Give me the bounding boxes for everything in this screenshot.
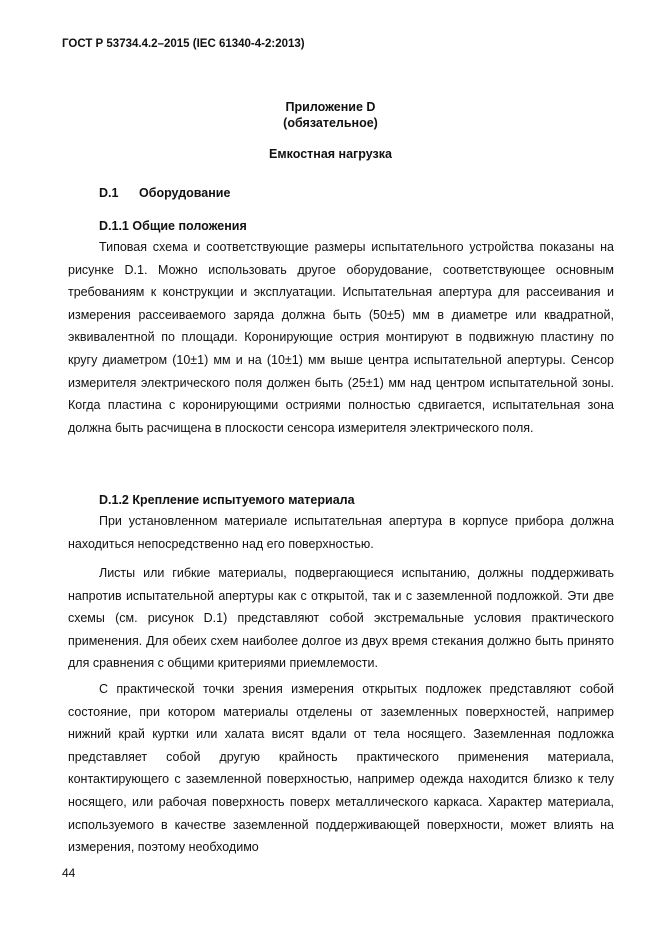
page-number: 44	[62, 866, 76, 880]
paragraph: С практической точки зрения измерения открытых подложек представляют собой состояние, при котором материалы отделены от заземленных поверхностей, например нижний край куртки или халата висят вдали от тела носящего. Заземленная подложка представляет собой другую крайность практического применения материала, контактирующего с заземленной поверхностью, например одежда находится близко к телу носящего, или рабочая поверхность поверх металлического каркаса. Характер материала, используемого в качестве заземленной поддерживающей поверхности, может влиять на измерения, поэтому необходимо	[68, 682, 614, 855]
section-d1-heading	[99, 186, 230, 200]
standard-header: ГОСТ Р 53734.4.2–2015 (IEC 61340-4-2:2013)	[62, 38, 305, 50]
section-title: Оборудование	[139, 186, 231, 200]
appendix-title: Приложение D	[285, 100, 376, 114]
section-number: D.1.2	[99, 493, 129, 507]
paragraph: При установленном материале испытательная апертура в корпусе прибора должна находиться непосредственно над его поверхностью.	[68, 514, 614, 551]
appendix-status: (обязательное)	[283, 116, 378, 130]
section-number: D.1	[99, 186, 119, 200]
section-number: D.1.1	[99, 219, 129, 233]
appendix-name: Емкостная нагрузка	[269, 147, 392, 161]
paragraph: Листы или гибкие материалы, подвергающиеся испытанию, должны поддерживать напротив испытательной апертуры как с открытой, так и с заземленной подложкой. Эти две схемы (см. рисунок D.1) представляют собой экстремальные условия практического применения. Для обеих схем наиболее долгое из двух время стекания должно быть принято для сравнения с общими критериями приемлемости.	[68, 566, 614, 671]
section-title: Общие положения	[132, 219, 247, 233]
paragraph: Типовая схема и соответствующие размеры испытательного устройства показаны на рисунке D.1. Можно использовать другое оборудование, соответствующее основным требованиям к конструкции и эксплуатации. Испытательная апертура для рассеивания и измерения рассеиваемого заряда должна быть (50±5) мм в диаметре или квадратной, эквивалентной по площади. Коронирующие острия монтируют в подвижную пластину по кругу диаметром (10±1) мм и на (10±1) мм выше центра испытательной апертуры. Сенсор измерителя электрического поля должен быть (25±1) мм над центром испытательной зоны. Когда пластина с коронирующими остриями полностью сдвигается, испытательная зона должна быть расчищена в плоскости сенсора измерителя электрического поля.	[68, 240, 614, 435]
section-title: Крепление испытуемого материала	[132, 493, 355, 507]
section-d11-heading	[99, 219, 247, 233]
section-d12-heading	[99, 493, 355, 507]
